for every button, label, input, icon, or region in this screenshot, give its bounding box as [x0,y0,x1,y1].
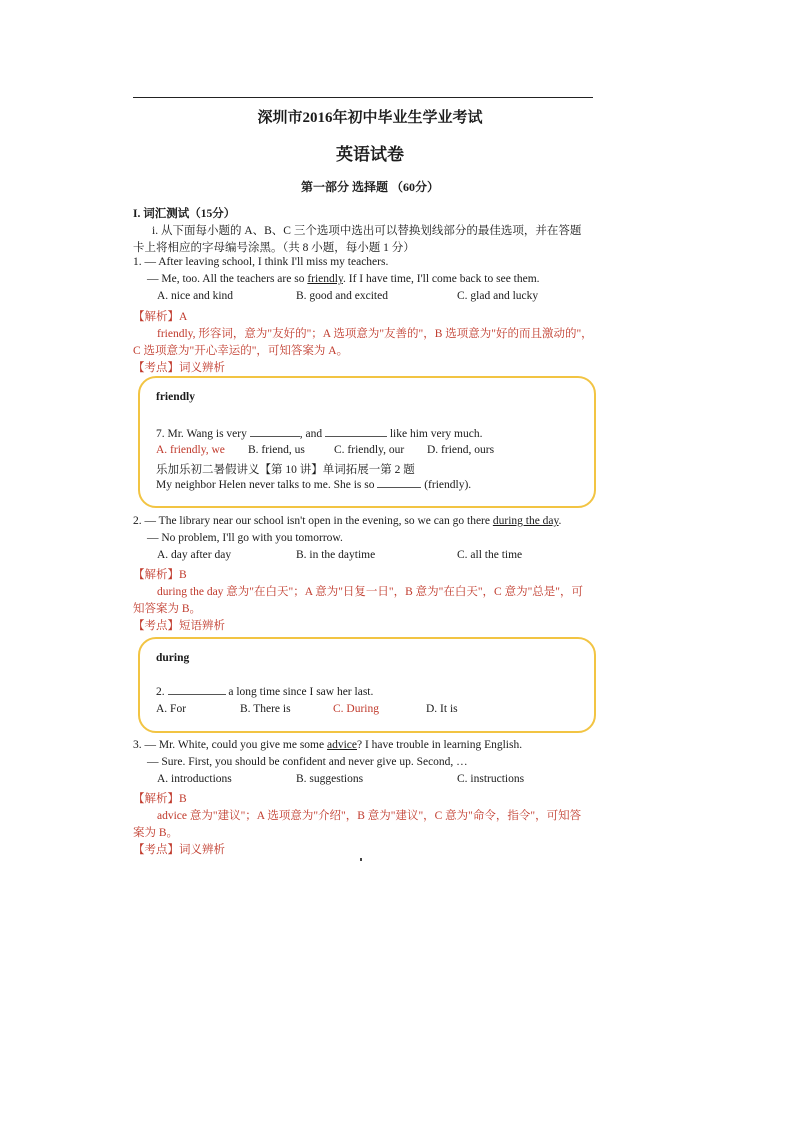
q1-option-c: C. glad and lucky [457,290,539,302]
answer-blank [168,685,226,695]
box1-practice-post: (friendly). [421,479,472,491]
q2-option-b: B. in the daytime [296,549,376,561]
q2-answer: 【解析】B [133,569,187,581]
q3-line-1 [133,739,522,751]
box2-option-b: B. There is [240,703,291,715]
box2-question-post: a long time since I saw her last. [225,686,374,698]
box1-option-d: D. friend, ours [427,444,495,456]
q1-option-a: A. nice and kind [157,290,234,302]
instructions-line-2: 卡上将相应的字母编号涂黑。（共 8 小题，每小题 1 分） [133,242,415,254]
box2-question-pre: 2. [156,686,168,698]
answer-blank [377,478,421,488]
box1-question-pre: 7. Mr. Wang is very [156,428,250,440]
q2-line-1-pre: 2. — The library near our school isn't open in the evening, so we can go there [133,515,493,527]
q3-line-2: — Sure. First, you should be confident and never give up. Second, … [147,756,468,768]
q3-option-a: A. introductions [157,773,232,785]
q2-explanation-2: 知答案为 B。 [133,603,202,615]
box2-option-c: C. During [333,703,379,715]
box1-question [156,427,482,440]
q1-line-2-post: . If I have time, I'll come back to see them. [343,273,540,285]
q1-option-b: B. good and excited [296,290,388,302]
q3-option-c: C. instructions [457,773,525,785]
box1-option-a: A. friendly, we [156,444,225,456]
answer-blank [250,427,300,437]
q1-topic-tag: 【考点】词义辨析 [133,362,225,374]
box1-option-c: C. friendly, our [334,444,405,456]
q1-line-1: 1. — After leaving school, I think I'll miss my teachers. [133,256,389,268]
q3-line-1-pre: 3. — Mr. White, could you give me some [133,739,327,751]
q1-underlined-word: friendly [307,273,343,285]
page-dot [360,858,362,861]
q1-explanation-2: C 选项意为"开心幸运的"，可知答案为 A。 [133,345,349,357]
q3-explanation-2: 案为 B。 [133,827,179,839]
box1-option-b: B. friend, us [248,444,305,456]
q2-option-a: A. day after day [157,549,232,561]
header-rule [133,97,593,98]
box2-option-a: A. For [156,703,187,715]
q2-line-1 [133,515,561,527]
box2-option-d: D. It is [426,703,458,715]
exam-subtitle: 英语试卷 [336,145,404,164]
q3-line-1-post: ? I have trouble in learning English. [357,739,523,751]
q3-answer: 【解析】B [133,793,187,805]
q3-option-b: B. suggestions [296,773,364,785]
exam-title: 深圳市2016年初中毕业生学业考试 [257,110,483,126]
q2-option-c: C. all the time [457,549,523,561]
q3-underlined-word: advice [326,739,357,751]
q2-line-2: — No problem, I'll go with you tomorrow. [147,532,343,544]
box2-keyword: during [156,652,190,664]
q3-topic-tag: 【考点】词义辨析 [133,844,225,856]
box1-practice-line [156,478,471,491]
box1-source: 乐加乐初二暑假讲义【第 10 讲】单词拓展一第 2 题 [156,464,415,476]
box1-keyword: friendly [156,391,195,403]
box1-question-mid: , and [299,428,325,440]
q1-answer: 【解析】A [133,311,188,323]
q2-underlined-phrase: during the day [492,515,559,527]
answer-blank [325,427,387,437]
box2-question [156,685,373,698]
section-heading: I. 词汇测试（15分） [133,208,236,220]
box1-practice-pre: My neighbor Helen never talks to me. She is so [156,479,378,491]
q1-explanation-1: friendly, 形容词，意为"友好的"；A 选项意为"友善的"，B 选项意为"好的而且激动的"， [157,328,593,340]
q2-topic-tag: 【考点】短语辨析 [133,620,225,632]
box1-question-post: like him very much. [386,428,483,440]
q3-explanation-1: advice 意为"建议"；A 选项意为"介绍"，B 意为"建议"，C 意为"命令，指令"，可知答 [157,810,582,822]
q1-line-2-pre: — Me, too. All the teachers are so [147,273,308,285]
instructions-line-1: i. 从下面每小题的 A、B、C 三个选项中选出可以替换划线部分的最佳选项，并在答题 [152,225,582,237]
q1-line-2 [147,273,540,285]
part-heading: 第一部分 选择题 （60分） [300,180,439,194]
q2-explanation-1: during the day 意为"在白天"；A 意为"日复一日"，B 意为"在白天"，C 意为"总是"，可 [157,586,583,598]
q2-line-1-post: . [558,515,562,527]
